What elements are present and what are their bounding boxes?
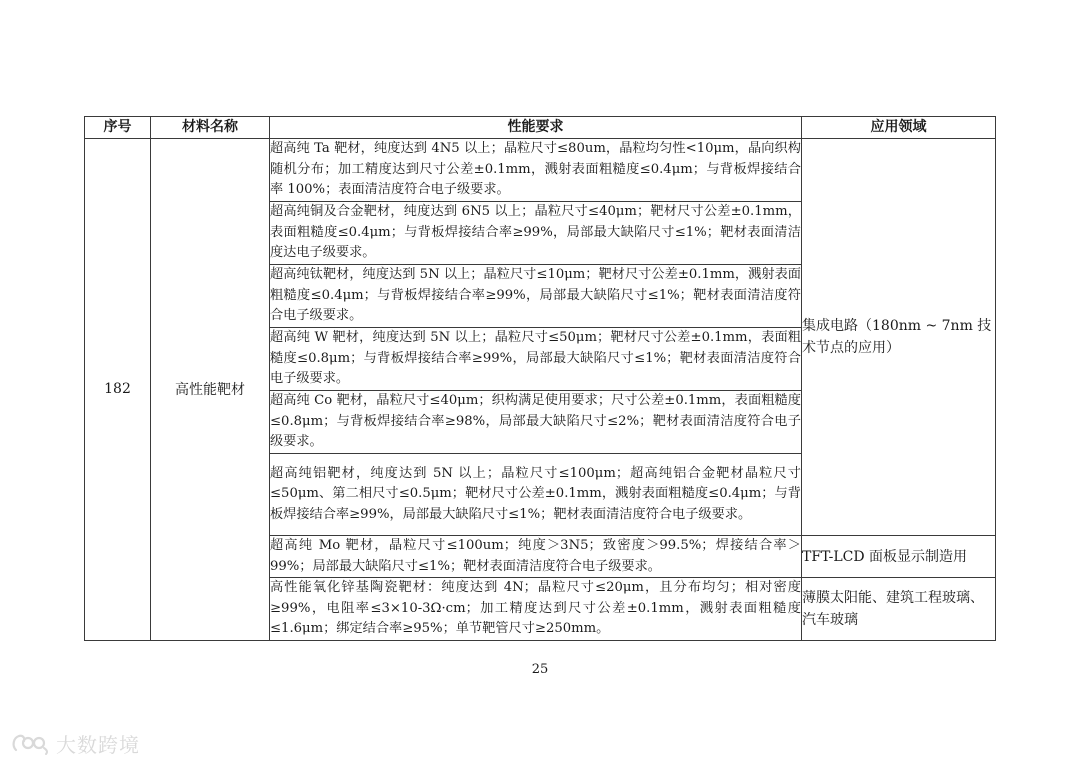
- table-header-row: [85, 117, 996, 139]
- header-performance: 性能要求: [270, 117, 802, 139]
- specification-table: [84, 116, 996, 641]
- header-application: 应用领域: [802, 117, 996, 139]
- application-cell: TFT-LCD 面板显示制造用: [802, 536, 996, 578]
- requirement-cell: 超高纯铜及合金靶材，纯度达到 6N5 以上；晶粒尺寸≤40μm；靶材尺寸公差±0.1mm，表面粗糙度≤0.4μm；与背板焊接结合率≥99%，局部最大缺陷尺寸≤1%；靶材表面清洁度达电子级要求。: [270, 202, 802, 265]
- watermark: [10, 730, 140, 756]
- table-row: [85, 139, 996, 202]
- watermark-logo-icon: [10, 730, 50, 756]
- serial-cell: 182: [85, 139, 151, 641]
- application-cell: 薄膜太阳能、建筑工程玻璃、汽车玻璃: [802, 578, 996, 641]
- header-material-name: 材料名称: [151, 117, 270, 139]
- header-serial: 序号: [85, 117, 151, 139]
- material-name-cell: 高性能靶材: [151, 139, 270, 641]
- requirement-cell: 高性能氧化锌基陶瓷靶材：纯度达到 4N；晶粒尺寸≤20μm，且分布均匀；相对密度≥99%，电阻率≤3×10-3Ω·cm；加工精度达到尺寸公差±0.1mm，溅射表面粗糙度≤1.6μm；绑定结合率≥95%；单节靶管尺寸≥250mm。: [270, 578, 802, 641]
- requirement-cell: 超高纯 Mo 靶材，晶粒尺寸≤100um；纯度＞3N5；致密度＞99.5%；焊接结合率＞99%；局部最大缺陷尺寸≤1%；靶材表面清洁度符合电子级要求。: [270, 536, 802, 578]
- requirement-cell: 超高纯钛靶材，纯度达到 5N 以上；晶粒尺寸≤10μm；靶材尺寸公差±0.1mm，溅射表面粗糙度≤0.4μm；与背板焊接结合率≥99%，局部最大缺陷尺寸≤1%；靶材表面清洁度符合电子级要求。: [270, 265, 802, 328]
- requirement-cell: 超高纯 Ta 靶材，纯度达到 4N5 以上；晶粒尺寸≤80um，晶粒均匀性<10μm，晶向织构随机分布；加工精度达到尺寸公差±0.1mm，溅射表面粗糙度≤0.4μm；与背板焊接结合率 100%；表面清洁度符合电子级要求。: [270, 139, 802, 202]
- page-number: 25: [531, 662, 549, 677]
- requirement-cell: 超高纯 W 靶材，纯度达到 5N 以上；晶粒尺寸≤50μm；靶材尺寸公差±0.1mm，表面粗糙度≤0.8μm；与背板焊接结合率≥99%，局部最大缺陷尺寸≤1%；靶材表面清洁度符合电子级要求。: [270, 328, 802, 391]
- watermark-text: 大数跨境: [56, 732, 140, 757]
- application-cell: 集成电路（180nm ~ 7nm 技术节点的应用）: [802, 139, 996, 536]
- requirement-cell: 超高纯 Co 靶材，晶粒尺寸≤40μm；织构满足使用要求；尺寸公差±0.1mm，表面粗糙度≤0.8μm；与背板焊接结合率≥98%，局部最大缺陷尺寸≤2%；靶材表面清洁度符合电子级要求。: [270, 391, 802, 454]
- requirement-cell: 超高纯铝靶材，纯度达到 5N 以上；晶粒尺寸≤100μm；超高纯铝合金靶材晶粒尺寸≤50μm、第二相尺寸≤0.5μm；靶材尺寸公差±0.1mm，溅射表面粗糙度≤0.4μm；与背板焊接结合率≥99%，局部最大缺陷尺寸≤1%；靶材表面清洁度符合电子级要求。: [270, 454, 802, 536]
